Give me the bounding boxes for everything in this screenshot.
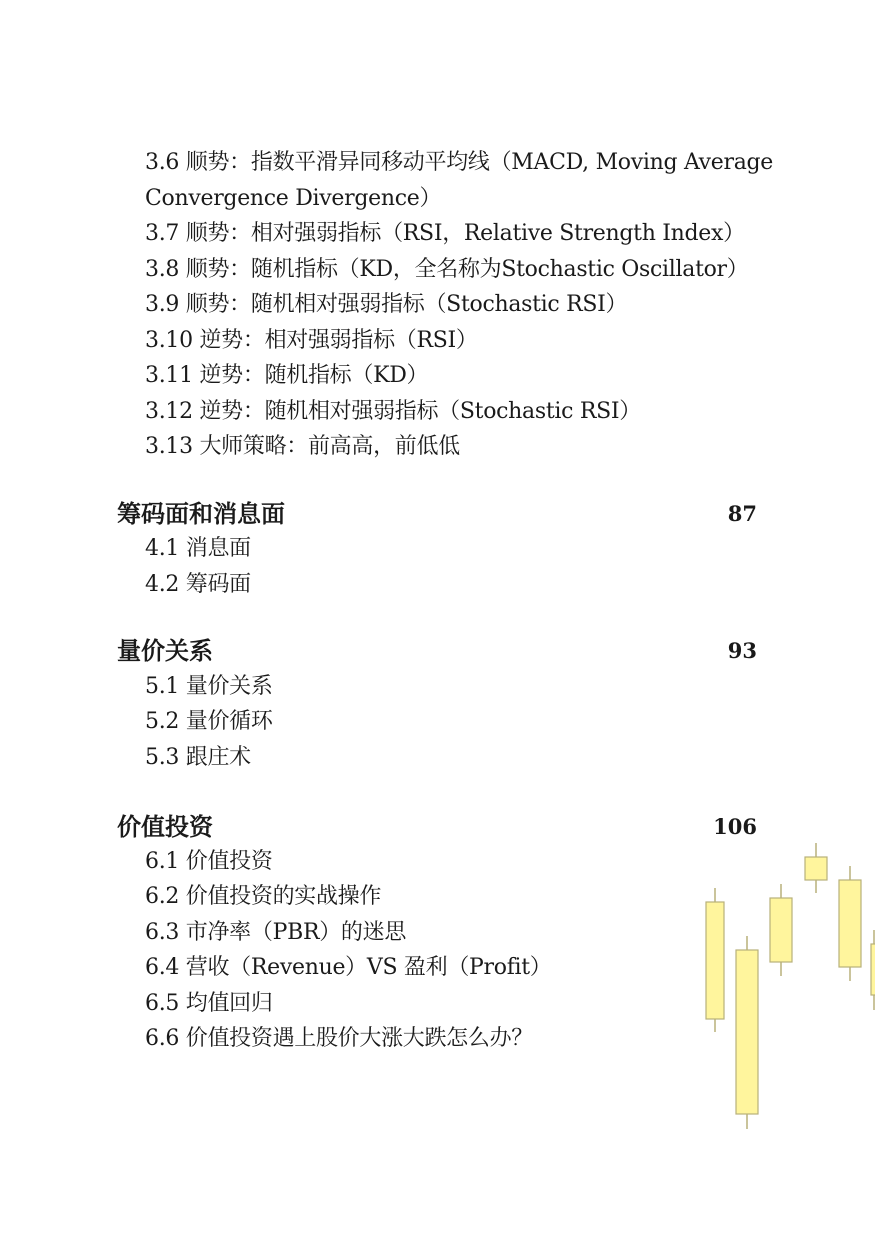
toc-entry-3-8[interactable]: 3.8 顺势：随机指标（KD，全名称为Stochastic Oscillator） [145,257,749,282]
candlestick-4 [805,843,827,893]
candlestick-5 [839,866,861,981]
toc-entry-5-3[interactable]: 5.3 跟庄术 [145,745,251,770]
toc-entry-5-2[interactable]: 5.2 量价循环 [145,709,273,734]
toc-entry-4-1[interactable]: 4.1 消息面 [145,536,251,561]
candle-body [839,880,861,967]
chapter-page-number: 87 [727,501,757,526]
toc-entry-4-2[interactable]: 4.2 筹码面 [145,572,251,597]
candle-body [805,857,827,880]
chapter-page-number: 106 [713,814,757,839]
chapter-title: 价值投资 [117,812,213,841]
toc-entry-3-12[interactable]: 3.12 逆势：随机相对强弱指标（Stochastic RSI） [145,399,641,424]
chapter-heading-5[interactable] [117,636,757,666]
toc-entry-6-1[interactable]: 6.1 价值投资 [145,849,273,874]
toc-entry-6-5[interactable]: 6.5 均值回归 [145,991,273,1016]
chapter-heading-6[interactable] [117,812,757,842]
candle-body [706,902,724,1019]
candlestick-6 [871,930,875,1010]
candle-body [770,898,792,962]
candlestick-1 [706,888,724,1032]
toc-entry-6-3[interactable]: 6.3 市净率（PBR）的迷思 [145,920,407,945]
toc-entry-3-11[interactable]: 3.11 逆势：随机指标（KD） [145,363,429,388]
toc-entry-6-6[interactable]: 6.6 价值投资遇上股价大涨大跌怎么办？ [145,1026,533,1051]
chapter-title: 量价关系 [117,636,213,665]
candlestick-2 [736,936,758,1129]
toc-entry-3-6-cont[interactable]: Convergence Divergence） [145,186,442,211]
candlestick-3 [770,884,792,976]
candle-body [871,944,875,995]
toc-entry-6-2[interactable]: 6.2 价值投资的实战操作 [145,884,382,909]
toc-entry-3-10[interactable]: 3.10 逆势：相对强弱指标（RSI） [145,328,478,353]
toc-entry-3-6[interactable]: 3.6 顺势：指数平滑异同移动平均线（MACD, Moving Average [145,150,774,175]
chapter-heading-4[interactable] [117,499,757,529]
toc-entry-5-1[interactable]: 5.1 量价关系 [145,674,273,699]
chapter-title: 筹码面和消息面 [117,499,285,528]
candle-body [736,950,758,1114]
toc-entry-3-9[interactable]: 3.9 顺势：随机相对强弱指标（Stochastic RSI） [145,292,628,317]
toc-entry-6-4[interactable]: 6.4 营收（Revenue）VS 盈利（Profit） [145,955,552,980]
chapter-page-number: 93 [727,638,757,663]
toc-entry-3-7[interactable]: 3.7 顺势：相对强弱指标（RSI，Relative Strength Index） [145,221,745,246]
toc-entry-3-13[interactable]: 3.13 大师策略：前高高，前低低 [145,434,460,459]
